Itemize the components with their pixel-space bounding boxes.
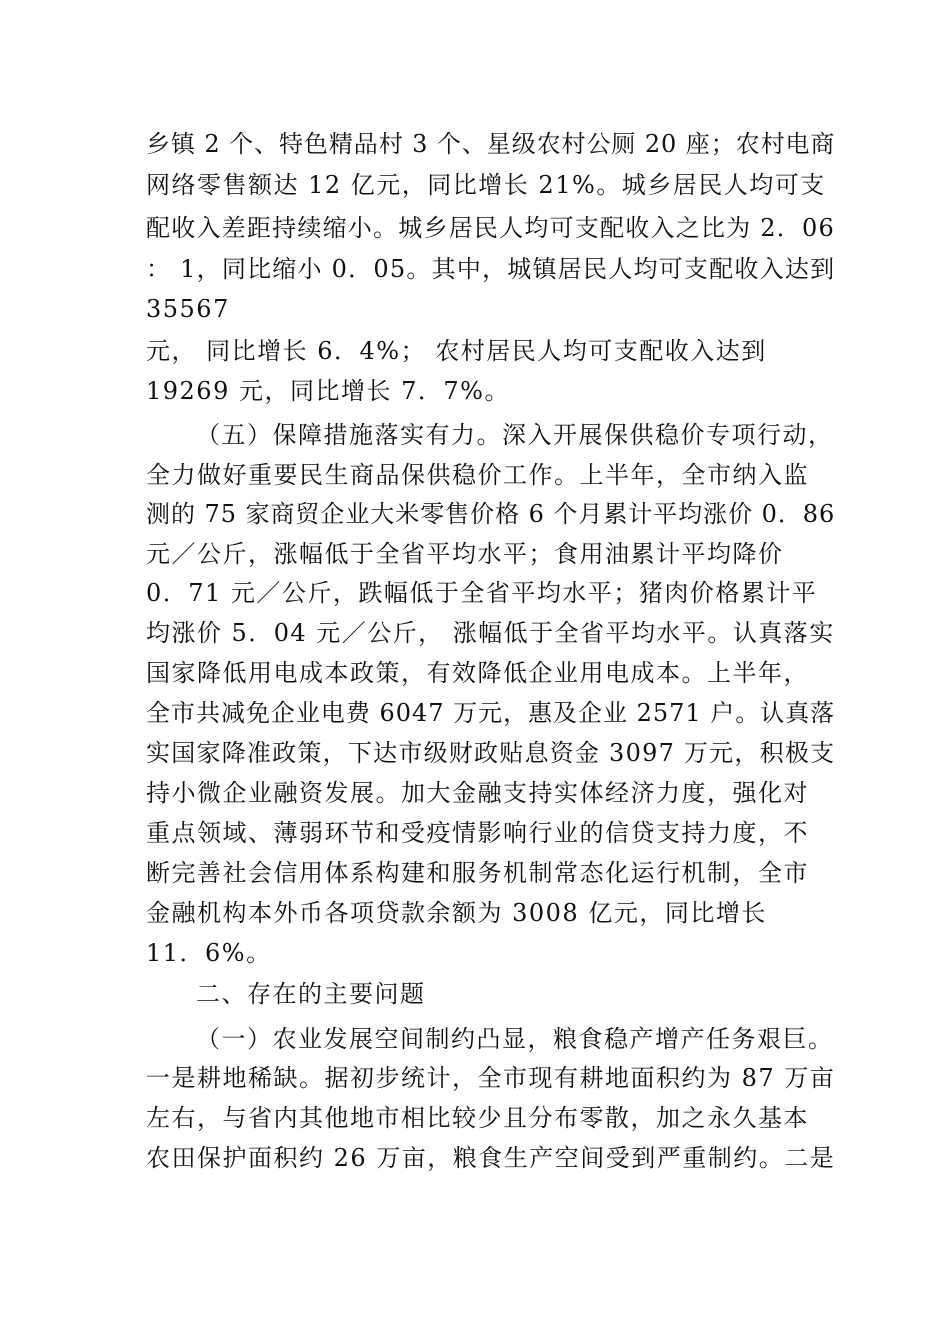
paragraph-line: 11．6%。 — [146, 939, 272, 967]
paragraph-line: 金融机构本外币各项贷款余额为 3008 亿元，同比增长 — [146, 899, 767, 927]
paragraph-line: 0．71 元／公斤，跌幅低于全省平均水平；猪肉价格累计平 — [146, 579, 818, 607]
section-heading-5: （五）保障措施落实有力。深入开展保供稳价专项行动， — [196, 421, 834, 449]
paragraph-line: 元， 同比增长 6．4%； 农村居民人均可支配收入达到 — [146, 337, 767, 365]
paragraph-line: 35567 — [146, 295, 230, 323]
paragraph-line: 19269 元，同比增长 7．7%。 — [146, 377, 510, 405]
paragraph-line: 均涨价 5．04 元／公斤， 涨幅低于全省平均水平。认真落实 — [146, 619, 835, 647]
paragraph-line: 网络零售额达 12 亿元，同比增长 21%。城乡居民人均可支 — [146, 171, 826, 199]
paragraph-line: 断完善社会信用体系构建和服务机制常态化运行机制，全市 — [146, 859, 809, 887]
paragraph-line: 农田保护面积约 26 万亩，粮食生产空间受到严重制约。二是 — [146, 1144, 836, 1172]
paragraph-line: 一是耕地稀缺。据初步统计，全市现有耕地面积约为 87 万亩 — [146, 1064, 836, 1092]
paragraph-line: 实国家降准政策，下达市级财政贴息资金 3097 万元，积极支 — [146, 739, 836, 767]
section-heading-2: 二、存在的主要问题 — [196, 980, 426, 1008]
paragraph-line: 国家降低用电成本政策，有效降低企业用电成本。上半年， — [146, 659, 809, 687]
paragraph-line: 配收入差距持续缩小。城乡居民人均可支配收入之比为 2．06 — [146, 214, 835, 242]
subsection-heading-1: （一）农业发展空间制约凸显，粮食稳产增产任务艰巨。 — [196, 1025, 834, 1053]
paragraph-line: 测的 75 家商贸企业大米零售价格 6 个月累计平均涨价 0．86 — [146, 500, 836, 528]
paragraph-line: 持小微企业融资发展。加大金融支持实体经济力度，强化对 — [146, 779, 809, 807]
paragraph-line: 全力做好重要民生商品保供稳价工作。上半年，全市纳入监 — [146, 461, 809, 489]
paragraph-line: 元／公斤，涨幅低于全省平均水平；食用油累计平均降价 — [146, 540, 784, 568]
paragraph-line: ： 1，同比缩小 0．05。其中，城镇居民人均可支配收入达到 — [146, 255, 836, 283]
paragraph-line: 全市共减免企业电费 6047 万元，惠及企业 2571 户。认真落 — [146, 699, 836, 727]
paragraph-line: 重点领域、薄弱环节和受疫情影响行业的信贷支持力度，不 — [146, 819, 809, 847]
paragraph-line: 乡镇 2 个、特色精品村 3 个、星级农村公厕 20 座；农村电商 — [146, 130, 836, 158]
paragraph-line: 左右，与省内其他地市相比较少且分布零散，加之永久基本 — [146, 1104, 809, 1132]
